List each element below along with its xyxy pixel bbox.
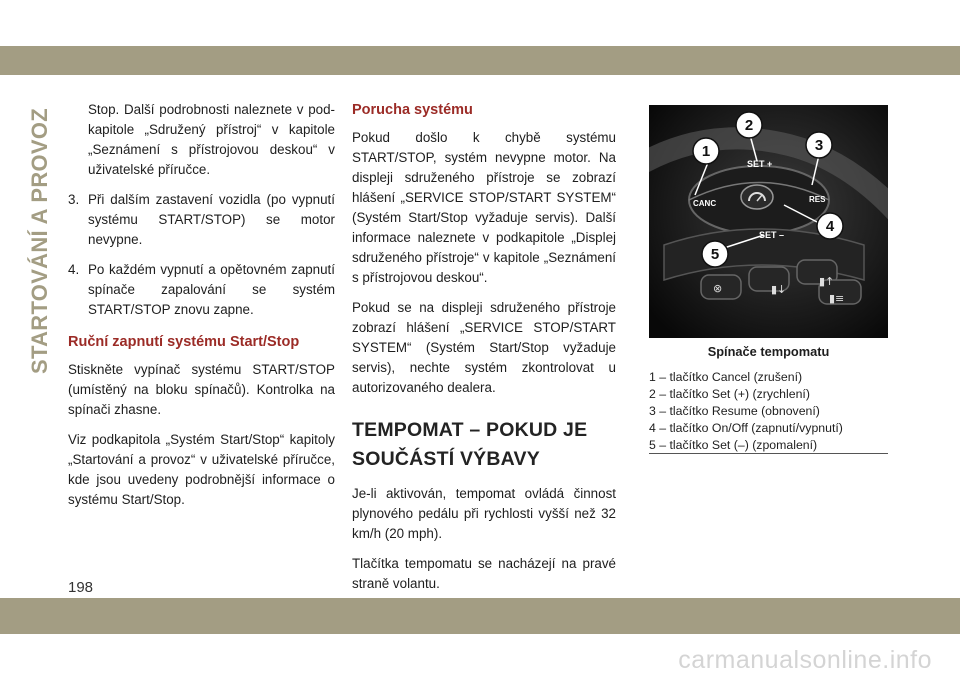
- legend-item: 3 – tlačítko Resume (obnovení): [649, 404, 820, 418]
- figure-legend: [649, 369, 888, 454]
- legend-item: 2 – tlačítko Set (+) (zrychlení): [649, 387, 810, 401]
- distance-minus-icon: ▮↓: [771, 283, 787, 296]
- distance-plus-icon: ▮↑: [819, 275, 835, 288]
- main-heading: TEMPOMAT – POKUD JE SOUČÁSTÍ VÝBAVY: [352, 419, 588, 470]
- watermark-text: carmanualsonline.info: [678, 646, 932, 674]
- cruise-button: [741, 185, 773, 209]
- chapter-side-title: STARTOVÁNÍ A PROVOZ: [27, 107, 52, 374]
- callout-3-number: 3: [814, 137, 824, 154]
- footer-band: [0, 598, 960, 634]
- header-band: [0, 46, 960, 75]
- left-column: [68, 100, 335, 520]
- list-text: Po každém vypnutí a opětovném zapnutí spínače zapalování se systém START/STOP znovu zapne.: [88, 262, 335, 317]
- res-label: RES: [809, 195, 826, 204]
- set-minus-label: SET –: [759, 230, 785, 240]
- callout-5-number: 5: [710, 246, 720, 263]
- callout-2-number: 2: [744, 117, 754, 134]
- paragraph: Je-li aktivován, tempomat ovládá činnost plynového pedálu při rychlosti vyšší než 32 km/h (20 mph).: [352, 486, 616, 541]
- list-item: [68, 260, 335, 320]
- intro-paragraph: Stop. Další podrobnosti naleznete v pod-kapitole „Sdružený přístroj“ v kapitole „Seznámení s přístrojovou deskou“ v uživatelské příručce.: [88, 102, 335, 177]
- canc-label: CANC: [693, 199, 717, 208]
- cruise-control-illustration: [649, 105, 888, 338]
- paragraph: Viz podkapitola „Systém Start/Stop“ kapitoly „Startování a provoz“ v uživatelské příručce, kde jsou uvedeny podrobnější informace o systému Start/Stop.: [68, 432, 335, 507]
- paragraph: Pokud došlo k chybě systému START/STOP, systém nevypne motor. Na displeji sdruženého přístroje se zobrazí hlášení „SERVICE STOP/START SYSTEM“ (Systém Start/Stop vyžaduje servis). Další informace naleznete v podkapitole „Displej sdruženého přístroje“ v kapitole „Seznámení s přístrojovou deskou“.: [352, 130, 616, 285]
- legend-item: 4 – tlačítko On/Off (zapnutí/vypnutí): [649, 421, 843, 435]
- figure-caption: Spínače tempomatu: [707, 344, 830, 359]
- list-number: 4.: [68, 262, 80, 277]
- legend-divider: [649, 453, 888, 454]
- list-text: Při dalším zastavení vozidla (po vypnutí systému START/STOP) se motor nevypne.: [88, 192, 335, 247]
- legend-item: 5 – tlačítko Set (–) (zpomalení): [649, 438, 818, 452]
- page-number: 198: [68, 579, 94, 596]
- callout-1-number: 1: [701, 143, 711, 160]
- adaptive-icon: ▮≡: [829, 292, 845, 305]
- middle-column: [352, 100, 616, 604]
- callout-4-number: 4: [825, 218, 835, 235]
- list-item: [68, 190, 335, 250]
- list-number: 3.: [68, 192, 80, 207]
- lane-assist-icon: ⊗: [713, 282, 723, 295]
- paragraph: Tlačítka tempomatu se nacházejí na pravé straně volantu.: [352, 556, 616, 591]
- legend-item: 1 – tlačítko Cancel (zrušení): [649, 370, 803, 384]
- paragraph: Pokud se na displeji sdruženého přístroje zobrazí hlášení „SERVICE STOP/START SYSTEM“ (Systém Start/Stop vyžaduje servis), nechte systém zkontrolovat u autorizovaného dealera.: [352, 300, 616, 395]
- paragraph: Stiskněte vypínač systému START/STOP (umístěný na bloku spínačů). Kontrolka na spínači zhasne.: [68, 362, 335, 417]
- section-heading: Porucha systému: [352, 102, 473, 118]
- set-plus-label: SET +: [747, 159, 773, 169]
- section-heading: Ruční zapnutí systému Start/Stop: [68, 334, 300, 350]
- steering-wheel-photo: [649, 105, 888, 338]
